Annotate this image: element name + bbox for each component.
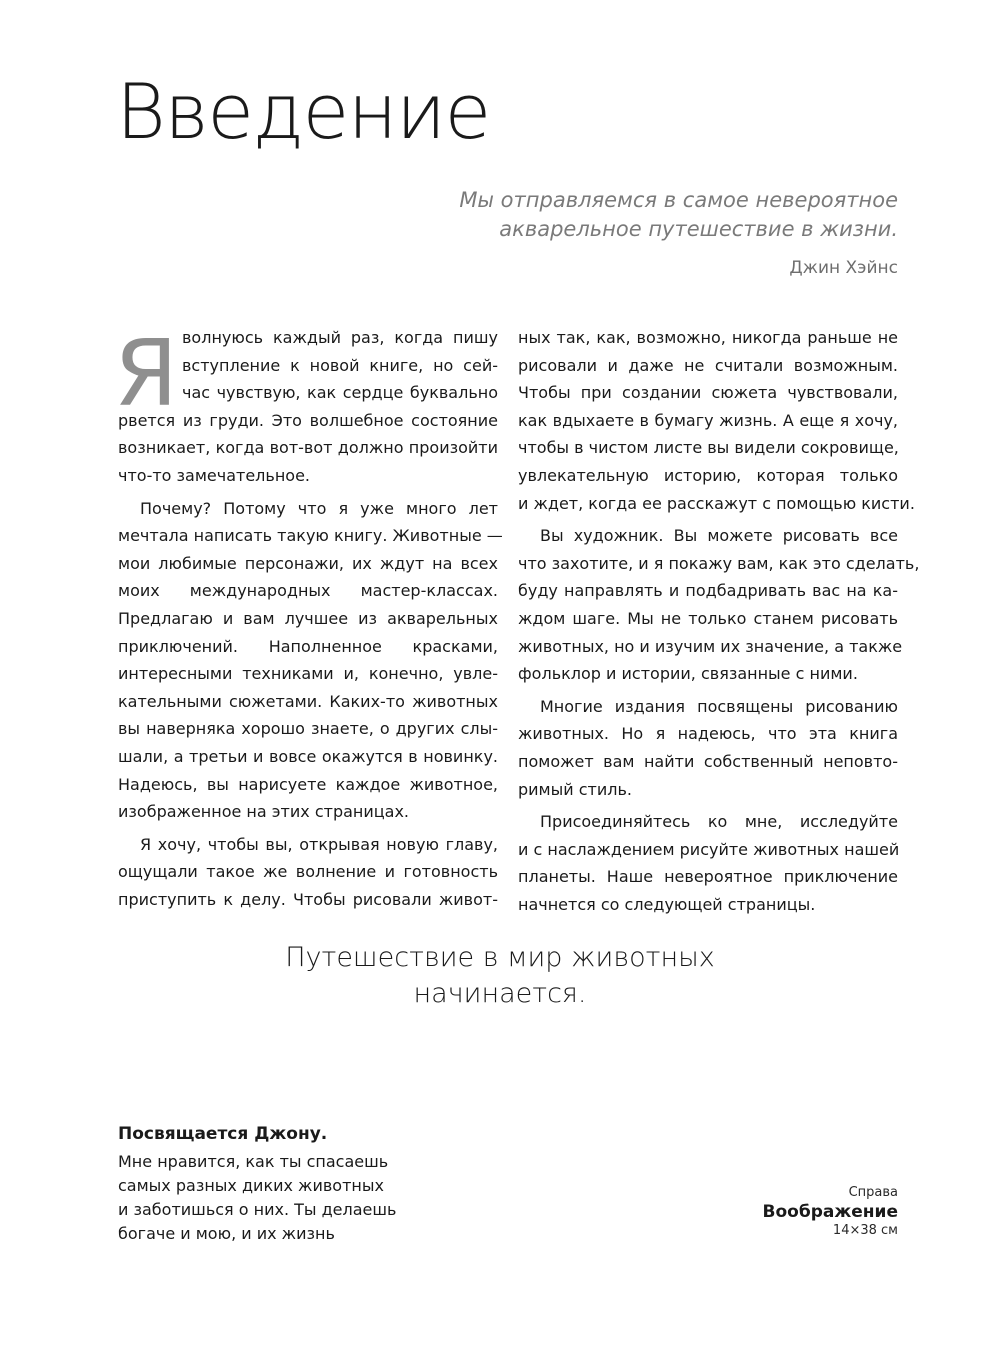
epigraph-line: Мы отправляемся в самое невероятное	[459, 188, 898, 212]
intro-left-column	[114, 320, 503, 918]
text-line: ных так, как, возможно, никогда раньше не	[518, 328, 898, 347]
text-line: ждом шаге. Мы не только станем рисовать	[518, 608, 898, 628]
text-line: что захотите, и я покажу вам, как это сделать,	[518, 553, 920, 573]
text-line: волнуюсь каждый раз, когда пишу	[182, 328, 498, 347]
tagline-line: Путешествие в мир животных	[285, 942, 715, 973]
epigraph-line: акварельное путешествие в жизни.	[499, 217, 898, 241]
text-line: Почему? Потому что я уже много лет	[140, 498, 498, 518]
text-line: Предлагаю и вам лучшее из акварельных	[118, 608, 498, 628]
dedication	[118, 1122, 438, 1246]
text-line: римый стиль.	[518, 779, 632, 799]
drop-cap: Я	[114, 320, 178, 427]
intro-right-column	[518, 324, 920, 918]
text-line: приключений. Наполненное красками,	[118, 636, 498, 656]
caption-size: 14×38 см	[832, 1223, 898, 1238]
epigraph	[298, 186, 898, 279]
text-line: приступить к делу. Чтобы рисовали живот-	[118, 889, 498, 909]
caption-label: Справа	[848, 1185, 898, 1200]
text-line: Я хочу, чтобы вы, открывая новую главу,	[140, 834, 498, 854]
caption-title: Воображение	[762, 1202, 898, 1222]
text-line: моих международных мастер-классах.	[118, 581, 498, 601]
text-line: вы наверняка хорошо знаете, о других слы-	[118, 719, 498, 739]
text-line: Чтобы при создании сюжета чувствовали,	[518, 383, 898, 403]
text-line: начнется со следующей страницы.	[518, 894, 816, 914]
text-line: буду направлять и подбадривать вас на ка-	[518, 581, 898, 601]
text-line: животных. Но я надеюсь, что эта книга	[518, 724, 898, 744]
dedication-line: Мне нравится, как ты спасаешь	[118, 1152, 389, 1171]
dedication-title: Посвящается Джону.	[118, 1124, 328, 1144]
text-line: рисовали и даже не считали возможным.	[518, 355, 898, 375]
text-line: животных, но и изучим их значение, а также	[518, 636, 903, 656]
artwork-caption	[763, 1184, 898, 1239]
text-line: фольклор и истории, связанные с ними.	[518, 664, 858, 684]
text-line: ощущали такое же волнение и готовность	[118, 862, 498, 882]
intro-text	[114, 320, 920, 918]
dedication-line: богаче и мою, и их жизнь	[118, 1224, 335, 1243]
dedication-line: и заботишься о них. Ты делаешь	[118, 1200, 397, 1219]
text-line: планеты. Наше невероятное приключение	[518, 867, 898, 887]
dedication-line: самых разных диких животных	[118, 1176, 384, 1195]
text-line: Присоединяйтесь ко мне, исследуйте	[540, 812, 898, 832]
text-line: интересными техниками и, конечно, увле-	[118, 664, 498, 684]
text-line: и с наслаждением рисуйте животных нашей	[518, 839, 900, 859]
page-title: Введение	[116, 67, 490, 156]
epigraph-author: Джин Хэйнс	[789, 258, 898, 278]
text-line: поможет вам найти собственный неповто-	[518, 751, 898, 771]
text-line: рвется из груди. Это волшебное состояние	[118, 410, 498, 430]
text-line: что-то замечательное.	[118, 465, 311, 485]
text-line: Вы художник. Вы можете рисовать все	[540, 526, 898, 546]
tagline	[0, 940, 1000, 1012]
text-line: увлекательную историю, которая только	[518, 465, 898, 485]
text-line: Многие издания посвящены рисованию	[540, 696, 898, 716]
tagline-line: начинается.	[413, 978, 587, 1009]
text-line: вступление к новой книге, но сей-	[182, 355, 498, 375]
text-line: час чувствую, как сердце буквально	[182, 383, 498, 403]
text-line: как вдыхаете в бумагу жизнь. А еще я хочу,	[518, 410, 898, 430]
text-line: мои любимые персонажи, их ждут на всех	[118, 553, 498, 573]
text-line: возникает, когда вот-вот должно произойти	[118, 438, 498, 458]
text-line: изображенное на этих страницах.	[118, 802, 410, 822]
text-line: чтобы в чистом листе вы видели сокровище,	[518, 438, 899, 458]
text-line: кательными сюжетами. Каких-то животных	[118, 691, 498, 711]
text-line: Надеюсь, вы нарисуете каждое животное,	[118, 774, 498, 794]
text-line: мечтала написать такую книгу. Животные —	[118, 526, 503, 546]
text-line: шали, а третьи и вовсе окажутся в новинку.	[118, 746, 498, 766]
text-line: и ждет, когда ее расскажут с помощью кисти.	[518, 493, 915, 513]
